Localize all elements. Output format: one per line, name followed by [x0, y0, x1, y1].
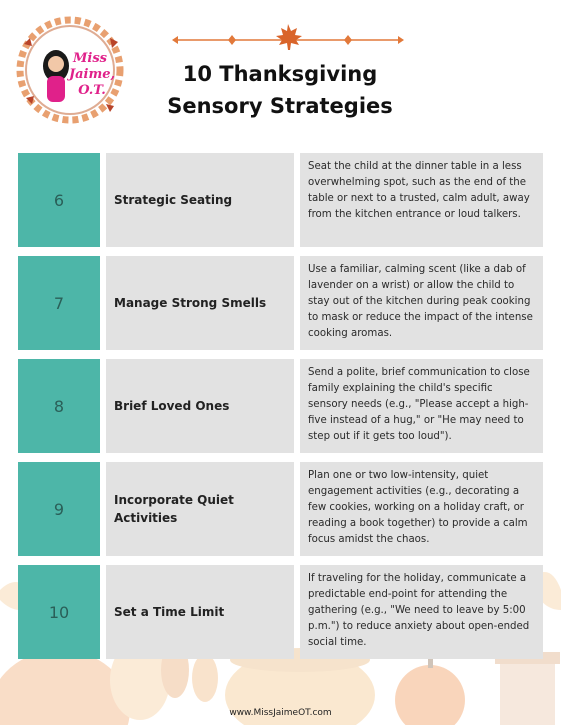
- page-title: [140, 58, 420, 122]
- strategy-row: [18, 565, 543, 659]
- strategy-name: Strategic Seating: [106, 153, 294, 247]
- strategy-description: Send a polite, brief communication to close family explaining the child's specific sensory needs (e.g., "Please accept a high-five instead of a hug," or "He may need to step out if it gets too loud").: [300, 359, 543, 453]
- strategy-number: 8: [18, 359, 100, 453]
- strategy-name: Incorporate Quiet Activities: [106, 462, 294, 556]
- strategy-number: 6: [18, 153, 100, 247]
- strategy-number: 9: [18, 462, 100, 556]
- logo-text-miss: Miss: [73, 51, 107, 66]
- strategy-description: Plan one or two low-intensity, quiet engagement activities (e.g., decorating a few cookies, working on a holiday craft, or reading a book together) to provide a calm focus amidst the chaos.: [300, 462, 543, 556]
- strategy-row: [18, 153, 543, 247]
- strategy-description: Use a familiar, calming scent (like a dab of lavender on a wrist) or allow the child to stay out of the kitchen during peak cooking to mask or reduce the impact of the intense cooking aromas.: [300, 256, 543, 350]
- strategy-number: 7: [18, 256, 100, 350]
- strategy-row: [18, 359, 543, 453]
- strategy-row: [18, 256, 543, 350]
- strategy-name: Brief Loved Ones: [106, 359, 294, 453]
- strategy-row: [18, 462, 543, 556]
- strategies-table: [18, 153, 543, 668]
- logo-text-ot: O.T.: [78, 83, 106, 98]
- logo-text-jaime: Jaime,: [68, 67, 116, 82]
- title-line-2: Sensory Strategies: [167, 94, 393, 118]
- strategy-name: Set a Time Limit: [106, 565, 294, 659]
- maple-leaf-divider-icon: [168, 22, 408, 52]
- strategy-number: 10: [18, 565, 100, 659]
- strategy-name: Manage Strong Smells: [106, 256, 294, 350]
- title-line-1: 10 Thanksgiving: [182, 62, 378, 86]
- strategy-description: If traveling for the holiday, communicate a predictable end-point for attending the gathering (e.g., "We need to leave by 5:00 p.m.") to reduce anxiety about open-ended social time.: [300, 565, 543, 659]
- miss-jaime-ot-logo: [14, 14, 126, 126]
- strategy-description: Seat the child at the dinner table in a less overwhelming spot, such as the end of the table or next to a trusted, calm adult, away from the kitchen entrance or loud talkers.: [300, 153, 543, 247]
- footer-url[interactable]: www.MissJaimeOT.com: [229, 708, 332, 718]
